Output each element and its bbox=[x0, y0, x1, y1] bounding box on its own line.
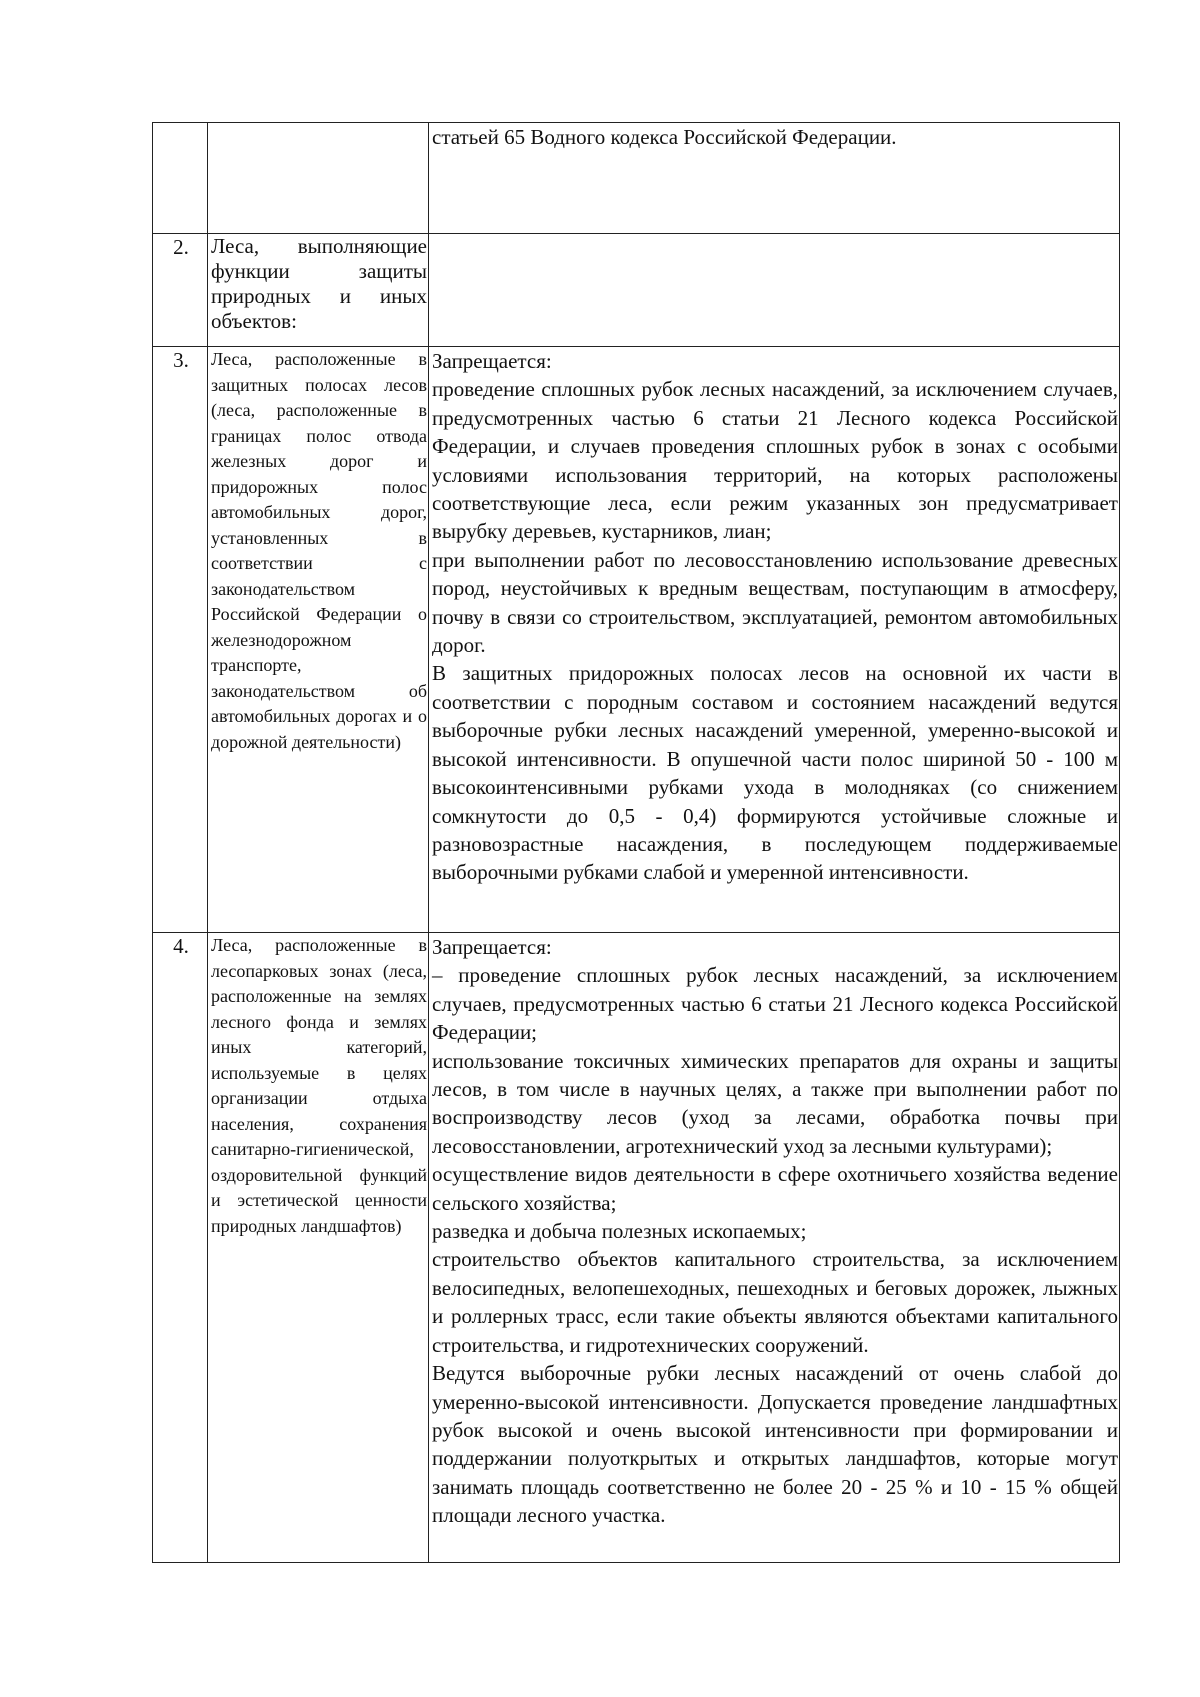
content-paragraph: В защитных придорожных полосах лесов на основной их части в соответствии с породным составом и состоянием насаждений ведутся выборочные рубки лесных насаждений умеренной, умеренно-высокой и высокой интенсивности. В опушечной части полос шириной 50 - 100 м высокоинтенсивными рубками ухода в молодняках (со снижением сомкнутости до 0,5 - 0,4) формируются устойчивые сложные и разновозрастные насаждения, в последующем поддерживаемые выборочными рубками слабой и умеренной интенсивности. bbox=[432, 661, 1118, 885]
regime-content bbox=[429, 123, 1120, 234]
regime-content bbox=[429, 347, 1120, 933]
row-number bbox=[153, 123, 208, 234]
content-paragraph: разведка и добыча полезных ископаемых; bbox=[432, 1219, 807, 1244]
forest-category: Леса, расположенные в лесопарковых зонах (леса, расположенные на землях лесного фонда и землях иных категорий, используемые в целях организации отдыха населения, сохранения санитарно-гигиенической, оздоровительной функций и эстетической ценности природных ландшафтов) bbox=[208, 933, 429, 1563]
row-number: 2. bbox=[153, 234, 208, 347]
content-paragraph: Запрещается: bbox=[432, 349, 552, 373]
content-paragraph: при выполнении работ по лесовосстановлению использование древесных пород, неустойчивых к вредным веществам, поступающим в атмосферу, почву в связи со строительством, эксплуатацией, ремонтом автомобильных дорог. bbox=[432, 547, 1118, 658]
content-paragraph: – проведение сплошных рубок лесных насаждений, за исключением случаев, предусмотренных частью 6 статьи 21 Лесного кодекса Российской Федерации; bbox=[432, 963, 1118, 1045]
row-number: 3. bbox=[153, 347, 208, 933]
table-row bbox=[153, 123, 1120, 234]
row-number: 4. bbox=[153, 933, 208, 1563]
content-paragraph: использование токсичных химических препаратов для охраны и защиты лесов, в том числе в научных целях, а также при выполнении работ по воспроизводству лесов (уход за лесами, обработка почвы при лесовосстановлении, агротехнический уход за лесными культурами); bbox=[432, 1048, 1118, 1158]
content-paragraph: Запрещается: bbox=[432, 935, 552, 959]
content-paragraph: Ведутся выборочные рубки лесных насаждений от очень слабой до умеренно-высокой интенсивности. Допускается проведение ландшафтных рубок высокой и очень высокой интенсивности при формировании и поддержании полуоткрытых и открытых ландшафтов, которые могут занимать площадь соответственно не более 20 - 25 % и 10 - 15 % общей площади лесного участка. bbox=[432, 1361, 1118, 1528]
regulations-table bbox=[152, 122, 1120, 1563]
regime-content bbox=[429, 933, 1120, 1563]
table-row bbox=[153, 933, 1120, 1563]
content-paragraph: строительство объектов капитального строительства, за исключением велосипедных, велопешеходных, пешеходных и беговых дорожек, лыжных и роллерных трасс, если такие объекты являются объектами капитального строительства, и гидротехнических сооружений. bbox=[432, 1247, 1118, 1357]
content-paragraph: статьей 65 Водного кодекса Российской Федерации. bbox=[432, 125, 897, 149]
forest-category: Леса, выполняющие функции защиты природных и иных объектов: bbox=[208, 234, 429, 347]
table-row bbox=[153, 234, 1120, 347]
content-paragraph: проведение сплошных рубок лесных насаждений, за исключением случаев, предусмотренных частью 6 статьи 21 Лесного кодекса Российской Федерации, и случаев проведения сплошных рубок в зонах с особыми условиями использования территорий, на которых расположены соответствующие леса, если режим указанных зон предусматривает вырубку деревьев, кустарников, лиан; bbox=[432, 377, 1118, 544]
forest-category: Леса, расположенные в защитных полосах лесов (леса, расположенные в границах полос отвода железных дорог и придорожных полос автомобильных дорог, установленных в соответствии с законодательством Российской Федерации о железнодорожном транспорте, законодательством об автомобильных дорогах и о дорожной деятельности) bbox=[208, 347, 429, 933]
forest-category bbox=[208, 123, 429, 234]
content-paragraph: осуществление видов деятельности в сфере охотничьего хозяйства ведение сельского хозяйства; bbox=[432, 1162, 1118, 1215]
regime-content bbox=[429, 234, 1120, 347]
table-row bbox=[153, 347, 1120, 933]
